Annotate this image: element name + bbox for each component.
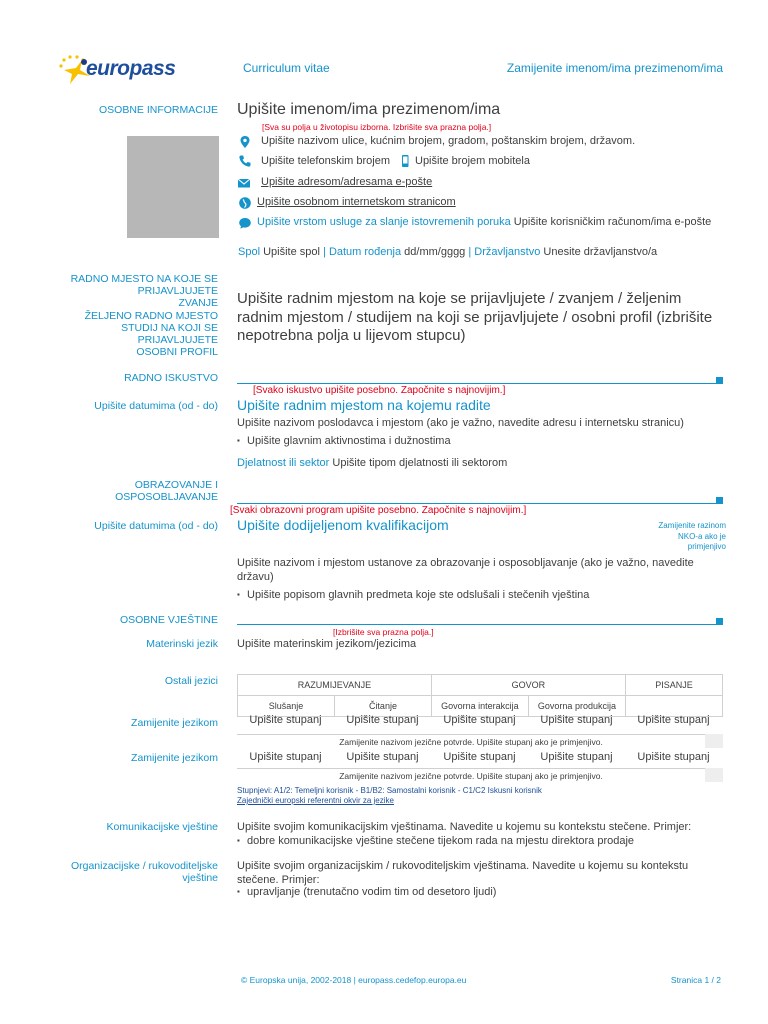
- section-marker: [716, 497, 723, 504]
- level-cell[interactable]: Upišite stupanj: [540, 751, 613, 763]
- position-label: RADNO MJESTO NA KOJE SE PRIJAVLJUJETE: [70, 273, 218, 298]
- section-marker: [716, 618, 723, 625]
- section-label-skills: OSOBNE VJEŠTINE: [119, 614, 218, 626]
- level-cell[interactable]: Upišite stupanj: [443, 751, 516, 763]
- personal-details-line: [238, 245, 657, 259]
- europass-logo: [58, 54, 176, 86]
- language-name[interactable]: Zamijenite jezikom: [131, 752, 218, 764]
- logo-text: europass: [86, 57, 176, 80]
- sector-value[interactable]: Upišite tipom djelatnosti ili sektorom: [332, 457, 508, 469]
- nationality-value[interactable]: Unesite državljanstvo/a: [543, 246, 658, 258]
- phone-field[interactable]: Upišite telefonskim brojem: [261, 155, 390, 167]
- mobile-phone-icon: [398, 154, 412, 168]
- instant-message-icon: [238, 216, 252, 230]
- language-levels-row: [237, 714, 723, 726]
- eqf-level-note[interactable]: Zamijenite razinom NKO-a ako je primjenjivo: [658, 521, 726, 551]
- website-link[interactable]: Upišite osobnom internetskom stranicom: [257, 196, 456, 208]
- separator: |: [323, 246, 326, 258]
- location-pin-icon: [238, 135, 252, 149]
- full-name[interactable]: Upišite imenom/ima prezimenom/ima: [237, 101, 501, 118]
- skills-note: [Izbrišite sva prazna polja.]: [333, 627, 434, 637]
- writing-header: PISANJE: [625, 675, 722, 696]
- certificate-row-end: [705, 768, 723, 782]
- section-label-work: RADNO ISKUSTVO: [124, 372, 218, 384]
- section-label-personal: OSOBNE INFORMACIJE: [98, 104, 218, 116]
- work-dates[interactable]: Upišite datumima (od - do): [94, 400, 218, 412]
- level-cell[interactable]: Upišite stupanj: [249, 714, 322, 726]
- gender-label: Spol: [238, 246, 261, 258]
- work-title[interactable]: Upišite radnim mjestom na kojemu radite: [237, 397, 491, 413]
- level-cell[interactable]: Upišite stupanj: [346, 751, 419, 763]
- certificate-row[interactable]: Zamijenite nazivom jezične potvrde. Upišite stupanj ako je primjenjivo.: [237, 734, 705, 749]
- listening-header: Slušanje: [238, 696, 335, 717]
- section-divider: [237, 383, 716, 384]
- certificate-row[interactable]: Zamijenite nazivom jezične potvrde. Upišite stupanj ako je primjenjivo.: [237, 768, 705, 783]
- language-name[interactable]: Zamijenite jezikom: [131, 717, 218, 729]
- position-labels: [40, 273, 218, 358]
- work-activities-list: [237, 434, 451, 448]
- organisational-skills-list: [237, 885, 496, 899]
- list-item[interactable]: ▪ Upišite glavnim aktivnostima i dužnostima: [247, 434, 451, 448]
- reading-header: Čitanje: [335, 696, 432, 717]
- position-label: OSOBNI PROFIL: [136, 346, 218, 359]
- mother-tongue-value[interactable]: Upišite materinskim jezikom/jezicima: [237, 638, 417, 650]
- language-levels-row: [237, 751, 723, 763]
- photo-placeholder[interactable]: [127, 136, 219, 238]
- position-label: ŽELJENO RADNO MJESTO: [84, 309, 218, 322]
- section-marker: [716, 377, 723, 384]
- mobile-field[interactable]: Upišite brojem mobitela: [415, 155, 530, 167]
- page-number: Stranica 1 / 2: [670, 975, 721, 985]
- gender-value[interactable]: Upišite spol: [263, 246, 320, 258]
- organisational-skills-text[interactable]: Upišite svojim organizacijskim / rukovoditeljskim vještinama. Navedite u kojemu su kontekstu stečene. Primjer:: [237, 860, 689, 886]
- level-cell[interactable]: Upišite stupanj: [443, 714, 516, 726]
- communication-skills-list: [237, 834, 634, 848]
- dob-value[interactable]: dd/mm/gggg: [404, 246, 466, 258]
- nationality-label: Državljanstvo: [474, 246, 541, 258]
- level-cell[interactable]: Upišite stupanj: [346, 714, 419, 726]
- list-item[interactable]: ▪ dobre komunikacijske vještine stečene tijekom rada na mjestu direktora prodaje: [247, 834, 634, 848]
- understanding-header: RAZUMIJEVANJE: [238, 675, 432, 696]
- section-label-education: OBRAZOVANJE I OSPOSOBLJAVANJE: [115, 479, 218, 503]
- sector-label: Djelatnost ili sektor: [237, 457, 330, 469]
- qualification-title[interactable]: Upišite dodijeljenom kvalifikacijom: [237, 517, 449, 533]
- communication-skills-label: Komunikacijske vještine: [106, 821, 218, 833]
- levels-legend: Stupnjevi: A1/2: Temeljni korisnik - B1/B2: Samostalni korisnik - C1/C2 Iskusni korisnik: [237, 786, 542, 795]
- section-divider: [237, 624, 716, 625]
- position-text[interactable]: Upišite radnim mjestom na koje se prijavljujete / zvanjem / željenim radnim mjestom / studijem na koji se prijavljujete / osobni profil (izbrišite nepotrebna polja u lijevom stupcu): [237, 290, 713, 344]
- email-icon: [237, 176, 251, 190]
- separator: |: [468, 246, 472, 258]
- certificate-row-end: [705, 734, 723, 748]
- education-dates[interactable]: Upišite datumima (od - do): [94, 520, 218, 532]
- language-header-table: [237, 674, 723, 717]
- work-note: [Svako iskustvo upišite posebno. Započnite s najnovijim.]: [253, 385, 506, 396]
- position-label: STUDIJ NA KOJI SE PRIJAVLJUJETE: [121, 321, 218, 347]
- level-cell[interactable]: Upišite stupanj: [637, 714, 710, 726]
- section-divider: [237, 503, 716, 504]
- sector-line: [237, 456, 507, 470]
- doc-title: Curriculum vitae: [243, 61, 330, 75]
- other-languages-label: Ostali jezici: [164, 675, 218, 687]
- subjects-list: [237, 588, 589, 602]
- position-label: ZVANJE: [178, 297, 218, 310]
- cefr-link[interactable]: Zajednički europski referentni okvir za jezike: [237, 796, 394, 805]
- im-account[interactable]: Upišite korisničkim računom/ima e-pošte: [513, 216, 712, 228]
- optional-fields-note: [Sva su polja u životopisu izborna. Izbrišite sva prazna polja.]: [262, 122, 492, 132]
- employer-field[interactable]: Upišite nazivom poslodavca i mjestom (ako je važno, navedite adresu i internetsku stranicu): [237, 417, 684, 429]
- im-type[interactable]: Upišite vrstom usluge za slanje istovremenih poruka: [257, 216, 511, 228]
- interaction-header: Govorna interakcija: [431, 696, 528, 717]
- level-cell[interactable]: Upišite stupanj: [249, 751, 322, 763]
- organisational-skills-label: Organizacijske / rukovoditeljske vještine: [70, 860, 218, 884]
- footer-copyright: © Europska unija, 2002-2018 | europass.cedefop.europa.eu: [241, 975, 467, 985]
- institution-field[interactable]: Upišite nazivom i mjestom ustanove za obrazovanje i osposobljavanje (ako je važno, navedite državu): [237, 557, 694, 583]
- header-name: Zamijenite imenom/ima prezimenom/ima: [506, 61, 723, 75]
- speaking-header: GOVOR: [431, 675, 625, 696]
- phone-icon: [238, 154, 252, 168]
- dob-label: Datum rođenja: [328, 246, 402, 258]
- website-globe-icon: [238, 196, 252, 210]
- email-link[interactable]: Upišite adresom/adresama e-pošte: [261, 176, 433, 188]
- list-item[interactable]: ▪ upravljanje (trenutačno vodim tim od desetoro ljudi): [247, 885, 496, 899]
- communication-skills-text[interactable]: Upišite svojim komunikacijskim vještinama. Navedite u kojemu su kontekstu stečene. Primjer:: [237, 821, 692, 833]
- im-line: [257, 215, 711, 229]
- list-item[interactable]: ▪ Upišite popisom glavnih predmeta koje ste odslušali i stečenih vještina: [247, 588, 589, 602]
- mother-tongue-label: Materinski jezik: [146, 638, 218, 650]
- level-cell[interactable]: Upišite stupanj: [637, 751, 710, 763]
- production-header: Govorna produkcija: [528, 696, 625, 717]
- level-cell[interactable]: Upišite stupanj: [540, 714, 613, 726]
- education-note: [Svaki obrazovni program upišite posebno. Započnite s najnovijim.]: [230, 505, 527, 516]
- address-field[interactable]: Upišite nazivom ulice, kućnim brojem, gradom, poštanskim brojem, državom.: [261, 135, 636, 147]
